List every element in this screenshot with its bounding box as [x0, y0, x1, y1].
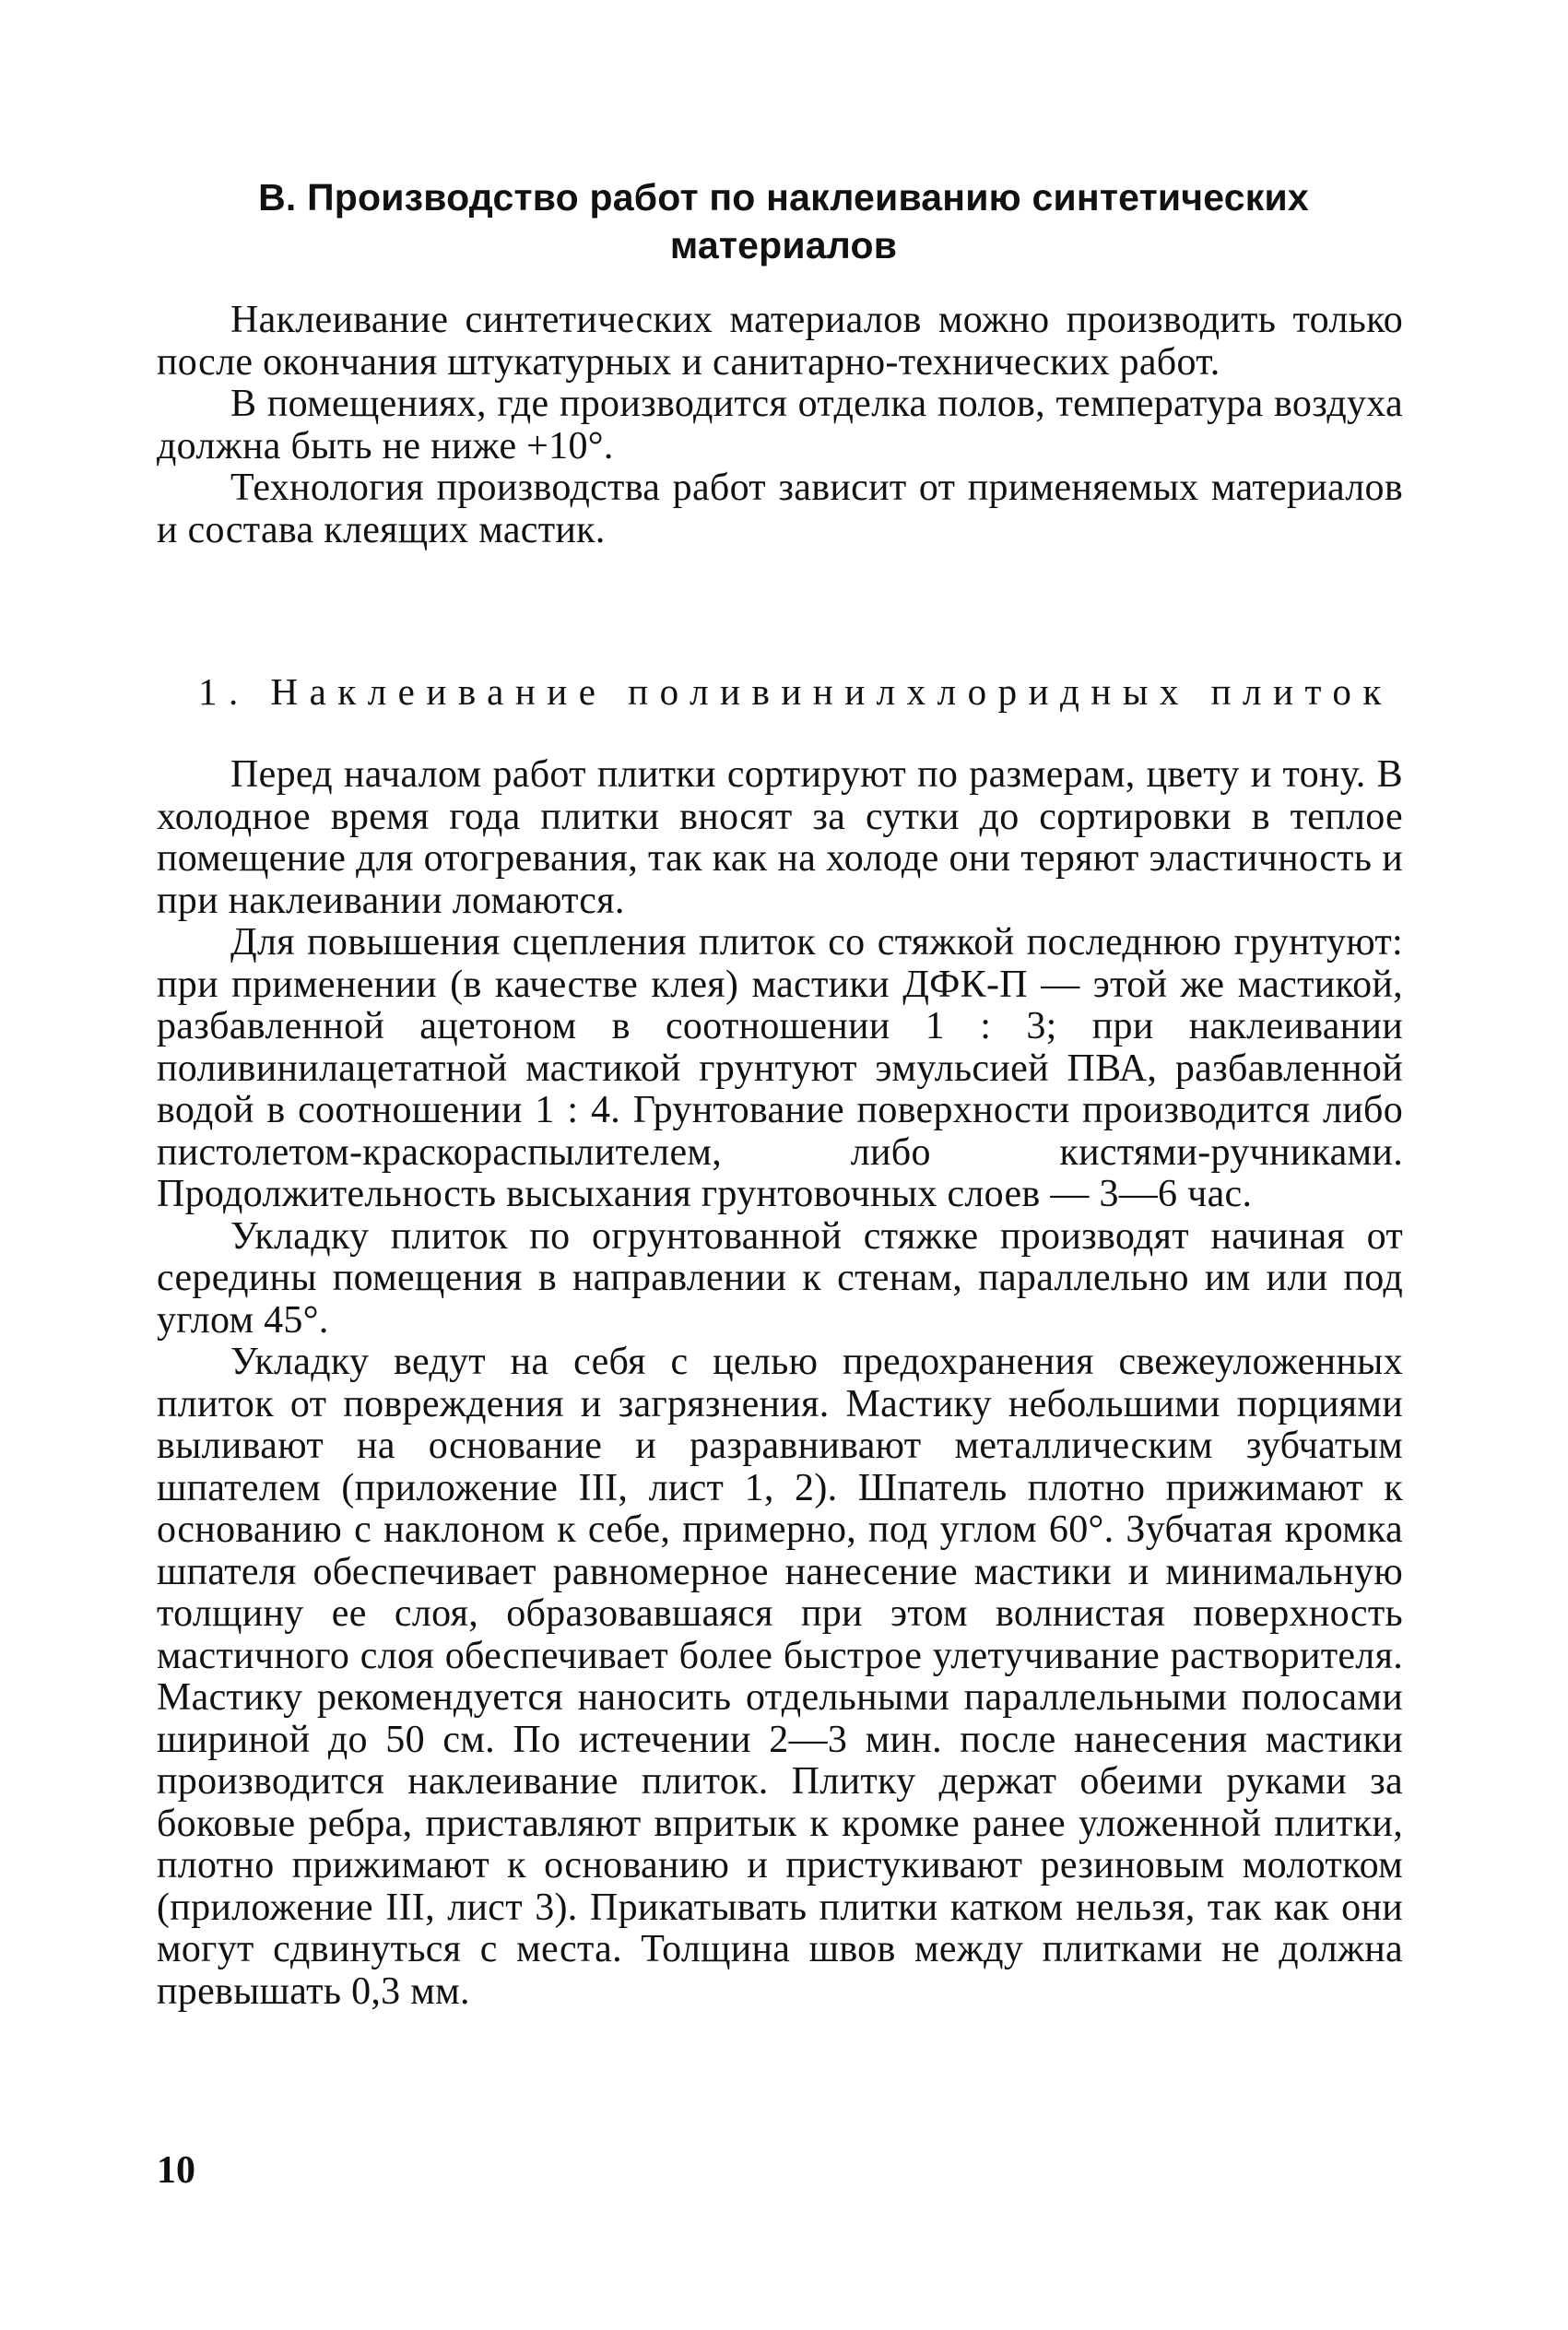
section-heading-line-2: материалов	[669, 224, 898, 266]
paragraph: Перед началом работ плитки сортируют по размерам, цвету и тону. В холодное время года плитки вносят за сутки до сортировки в теплое помещение для отогревания, так как на холоде они теряют эластичность и при наклеивании ломаются.	[157, 753, 1403, 922]
subsection-heading: 1. Наклеивание поливинилхлоридных плиток	[198, 670, 1393, 713]
paragraph: Укладку плиток по огрунтованной стяжке производят начиная от середины помещения в направлении к стенам, параллельно им или под углом 45°.	[157, 1214, 1403, 1342]
paragraph: Технология производства работ зависит от применяемых материалов и состава клеящих мастик.	[157, 467, 1403, 551]
section-heading-line-1: В. Производство работ по наклеиванию синтетических	[258, 176, 1309, 219]
page-number: 10	[157, 2149, 195, 2192]
main-text	[157, 754, 1403, 2013]
paragraph: Для повышения сцепления плиток со стяжкой последнюю грунтуют: при применении (в качестве клея) мастики ДФК-П — этой же мастикой, разбавленной ацетоном в соотношении 1 : 3; при наклеивании поливинилацетатной мастикой грунтуют эмульсией ПВА, разбавленной водой в соотношении 1 : 4. Грунтование поверхности производится либо пистолетом-краскораспылителем, либо кистями-ручниками. Продолжительность высыхания грунтовочных слоев — 3—6 час.	[157, 921, 1403, 1215]
section-heading	[221, 173, 1346, 269]
intro-text	[157, 300, 1403, 551]
paragraph: В помещениях, где производится отделка полов, температура воздуха должна быть не ниже +10°.	[157, 383, 1403, 467]
paragraph: Наклеивание синтетических материалов можно производить только после окончания штукатурных и санитарно-технических работ.	[157, 299, 1403, 384]
paragraph: Укладку ведут на себя с целью предохранения свежеуложенных плиток от повреждения и загрязнения. Мастику небольшими порциями выливают на основание и разравнивают металлическим зубчатым шпателем (приложение III, лист 1, 2). Шпатель плотно прижимают к основанию с наклоном к себе, примерно, под углом 60°. Зубчатая кромка шпателя обеспечивает равномерное нанесение мастики и минимальную толщину ее слоя, образовавшаяся при этом волнистая поверхность мастичного слоя обеспечивает более быстрое улетучивание растворителя. Мастику рекомендуется наносить отдельными параллельными полосами шириной до 50 см. По истечении 2—3 мин. после нанесения мастики производится наклеивание плиток. Плитку держат обеими руками за боковые ребра, приставляют впритык к кромке ранее уложенной плитки, плотно прижимают к основанию и пристукивают резиновым молотком (приложение III, лист 3). Прикатывать плитки катком нельзя, так как они могут сдвинуться с места. Толщина швов между плитками не должна превышать 0,3 мм.	[157, 1341, 1403, 2013]
